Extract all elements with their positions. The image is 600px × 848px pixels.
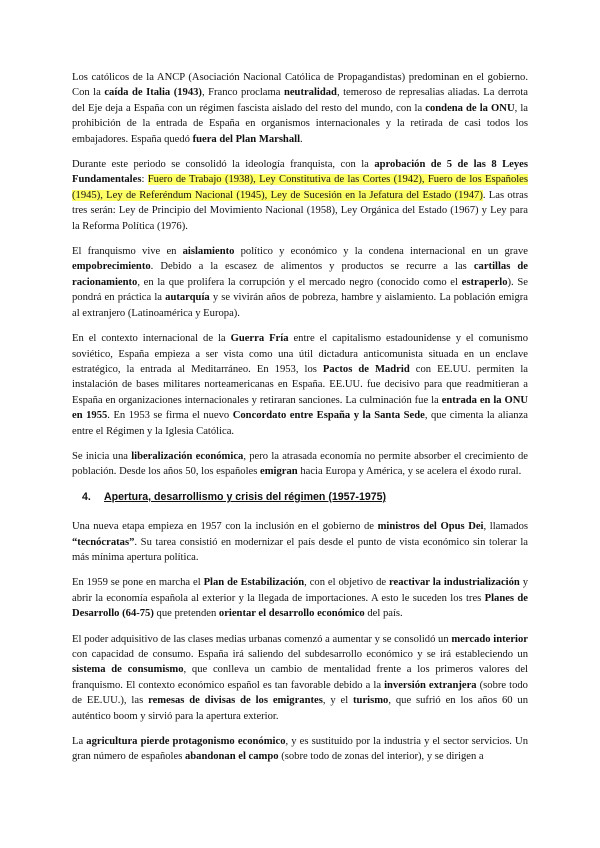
text-run: , temeroso de represalias aliadas. La derrota del Eje deja a España con un régimen fascista aislado del resto del mundo, con la <box>72 87 528 114</box>
bold-text: turismo <box>353 695 389 707</box>
text-run: . Su tarea consistió en modernizar el país desde el punto de vista económico sin tolerar la más mínima apertura política. <box>72 536 528 563</box>
bold-text: cartillas de racionamiento <box>72 261 528 288</box>
text-run: Se inicia una <box>72 450 132 462</box>
bold-text: “tecnócratas” <box>72 536 135 548</box>
text-run: que pretenden <box>153 608 219 620</box>
bold-text: sistema de consumismo <box>72 664 184 676</box>
text-run: Durante este periodo se consolidó la ideología franquista, con la <box>72 159 375 171</box>
text-run: , que cimenta la alianza entre el Régimen y la Iglesia Católica. <box>72 410 528 437</box>
bold-text: ministros del Opus Dei <box>377 521 484 533</box>
text-run: , en la que prolifera la corrupción y el mercado negro (conocido como el <box>137 276 462 288</box>
text-run: . Debido a la escasez de alimentos y productos se recurre a las <box>150 261 474 273</box>
bold-text: emigran <box>260 466 298 478</box>
bold-text: orientar el desarrollo económico <box>218 608 365 620</box>
bold-text: empobrecimiento <box>72 261 151 273</box>
text-run: En 1959 se pone en marcha el <box>72 577 204 589</box>
text-run: del país. <box>364 608 403 620</box>
text-run: . Las otras tres serán: Ley de Principio del Movimiento Nacional (1958), Ley Orgánica del Estado (1967) y Ley para la Reforma Política (1976). <box>72 189 528 232</box>
bold-text: mercado interior <box>451 633 528 645</box>
bold-text: remesas de divisas de los emigrantes <box>148 695 323 707</box>
section-heading <box>82 490 528 505</box>
section-title: Apertura, desarrollismo y crisis del régimen (1957-1975) <box>104 490 387 503</box>
paragraph-liberalization <box>72 449 528 480</box>
bold-text: inversión extranjera <box>384 679 477 691</box>
text-run: En el contexto internacional de la <box>72 333 231 345</box>
text-run: (sobre todo de zonas del interior), y se dirigen a <box>278 751 484 763</box>
paragraph-cold-war <box>72 331 528 439</box>
paragraph-autarky <box>72 244 528 321</box>
paragraph-technocrats <box>72 519 528 565</box>
bold-text: Pactos de Madrid <box>322 363 410 375</box>
bold-text: Plan de Estabilización <box>203 577 305 589</box>
bold-text: neutralidad <box>283 87 337 99</box>
text-run: , que conlleva un cambio de mentalidad frente a los primeros valores del franquismo. El contexto económico español es tan favorable debido a la <box>72 664 528 691</box>
bold-text: condena de la ONU <box>425 102 515 114</box>
text-run: La <box>72 736 87 748</box>
text-run: y se vivirán años de pobreza, hambre y aislamiento. La población emigra al extranjero (Latinoamérica y Europa). <box>72 292 528 319</box>
paragraph-stabilization-plan <box>72 575 528 621</box>
text-run: Una nueva etapa empieza en 1957 con la inclusión en el gobierno de <box>72 521 378 533</box>
text-run: con capacidad de consumo. España irá saliendo del subdesarrollo económico y se irá estableciendo un <box>72 649 528 660</box>
paragraph-rural-exodus <box>72 734 528 765</box>
text-run: , con el objetivo de <box>304 577 390 589</box>
bold-text: Planes de Desarrollo (64-75) <box>72 592 528 620</box>
text-run: con EE.UU. permiten la instalación de bases militares norteamericanas en España. EE.UU. fue decisivo para que readmitieran a España en organizaciones internacionales y retiraran sanciones. La culminación fue la <box>72 363 528 406</box>
text-run: El poder adquisitivo de las clases medias urbanas comenzó a aumentar y se consolidó un <box>72 633 452 645</box>
paragraph-consumerism <box>72 632 528 724</box>
section-number: 4. <box>82 490 91 503</box>
text-run: , Franco proclama <box>201 87 284 99</box>
bold-text: liberalización económica <box>131 450 244 462</box>
paragraph-post-war-isolation <box>72 70 528 147</box>
text-run: , llamados <box>483 521 529 533</box>
highlighted-text: Fuero de Trabajo (1938), Ley Constitutiva de las Cortes (1942), Fuero de los Españoles (1945), Ley de Referéndum Nacional (1945), Ley de Sucesión en la Jefatura del Estado (1947) <box>72 174 529 201</box>
text-run: (sobre todo de EE.UU.), las <box>72 679 528 707</box>
bold-text: aprobación de 5 de las 8 Leyes Fundamentales <box>72 159 528 186</box>
text-run: y abrir la economía española al exterior y la llegada de importaciones. A esto le suceden los tres <box>72 577 529 604</box>
text-run: . En 1953 se firma el nuevo <box>107 410 233 422</box>
text-run: hacia Europa y América, y se acelera el éxodo rural. <box>297 466 522 478</box>
text-run: , la prohibición de la entrada de España en organismos internacionales y la retirada de casi todos los embajadores. España quedó <box>72 102 528 145</box>
text-run: entre el capitalismo estadounidense y el comunismo soviético, España empieza a ser vista como una útil dictadura anticomunista situada en un enclave estratégico, la entrada al Meditarráneo. En 1953, los <box>72 333 528 375</box>
text-run: El franquismo vive en <box>72 246 183 258</box>
bold-text: fuera del Plan Marshall <box>192 133 301 145</box>
bold-text: agricultura pierde protagonismo económico <box>86 736 286 748</box>
text-run: Los católicos de la ANCP (Asociación Nacional Católica de Propagandistas) predominan en el gobierno. Con la <box>72 72 528 99</box>
text-run: . <box>300 133 303 145</box>
text-run: , que sufrió en los años 60 un auténtico boom y sirvió para la apertura exterior. <box>72 695 528 722</box>
bold-text: entrada en la ONU en 1955 <box>72 394 528 422</box>
bold-text: abandonan el campo <box>184 751 279 763</box>
bold-text: estraperlo <box>461 276 508 288</box>
bold-text: Guerra Fría <box>230 333 289 345</box>
bold-text: Concordato entre España y la Santa Sede <box>232 410 425 422</box>
bold-text: caída de Italia (1943) <box>104 87 202 99</box>
paragraph-fundamental-laws <box>72 157 528 234</box>
bold-text: aislamiento <box>182 246 235 258</box>
text-run: ). Se pondrá en práctica la <box>72 276 528 304</box>
text-run: , y el <box>322 695 354 707</box>
text-run: , y es sustituido por la industria y el sector servicios. Un gran número de españoles <box>72 736 528 763</box>
text-run: , pero la atrasada economía no permite absorber el crecimiento de población. Desde los años 50, los españoles <box>72 450 528 478</box>
bold-text: autarquía <box>165 292 210 304</box>
text-run: : <box>141 174 148 186</box>
text-run: político y económico y la condena internacional en un grave <box>234 246 528 258</box>
bold-text: reactivar la industrialización <box>389 577 520 589</box>
